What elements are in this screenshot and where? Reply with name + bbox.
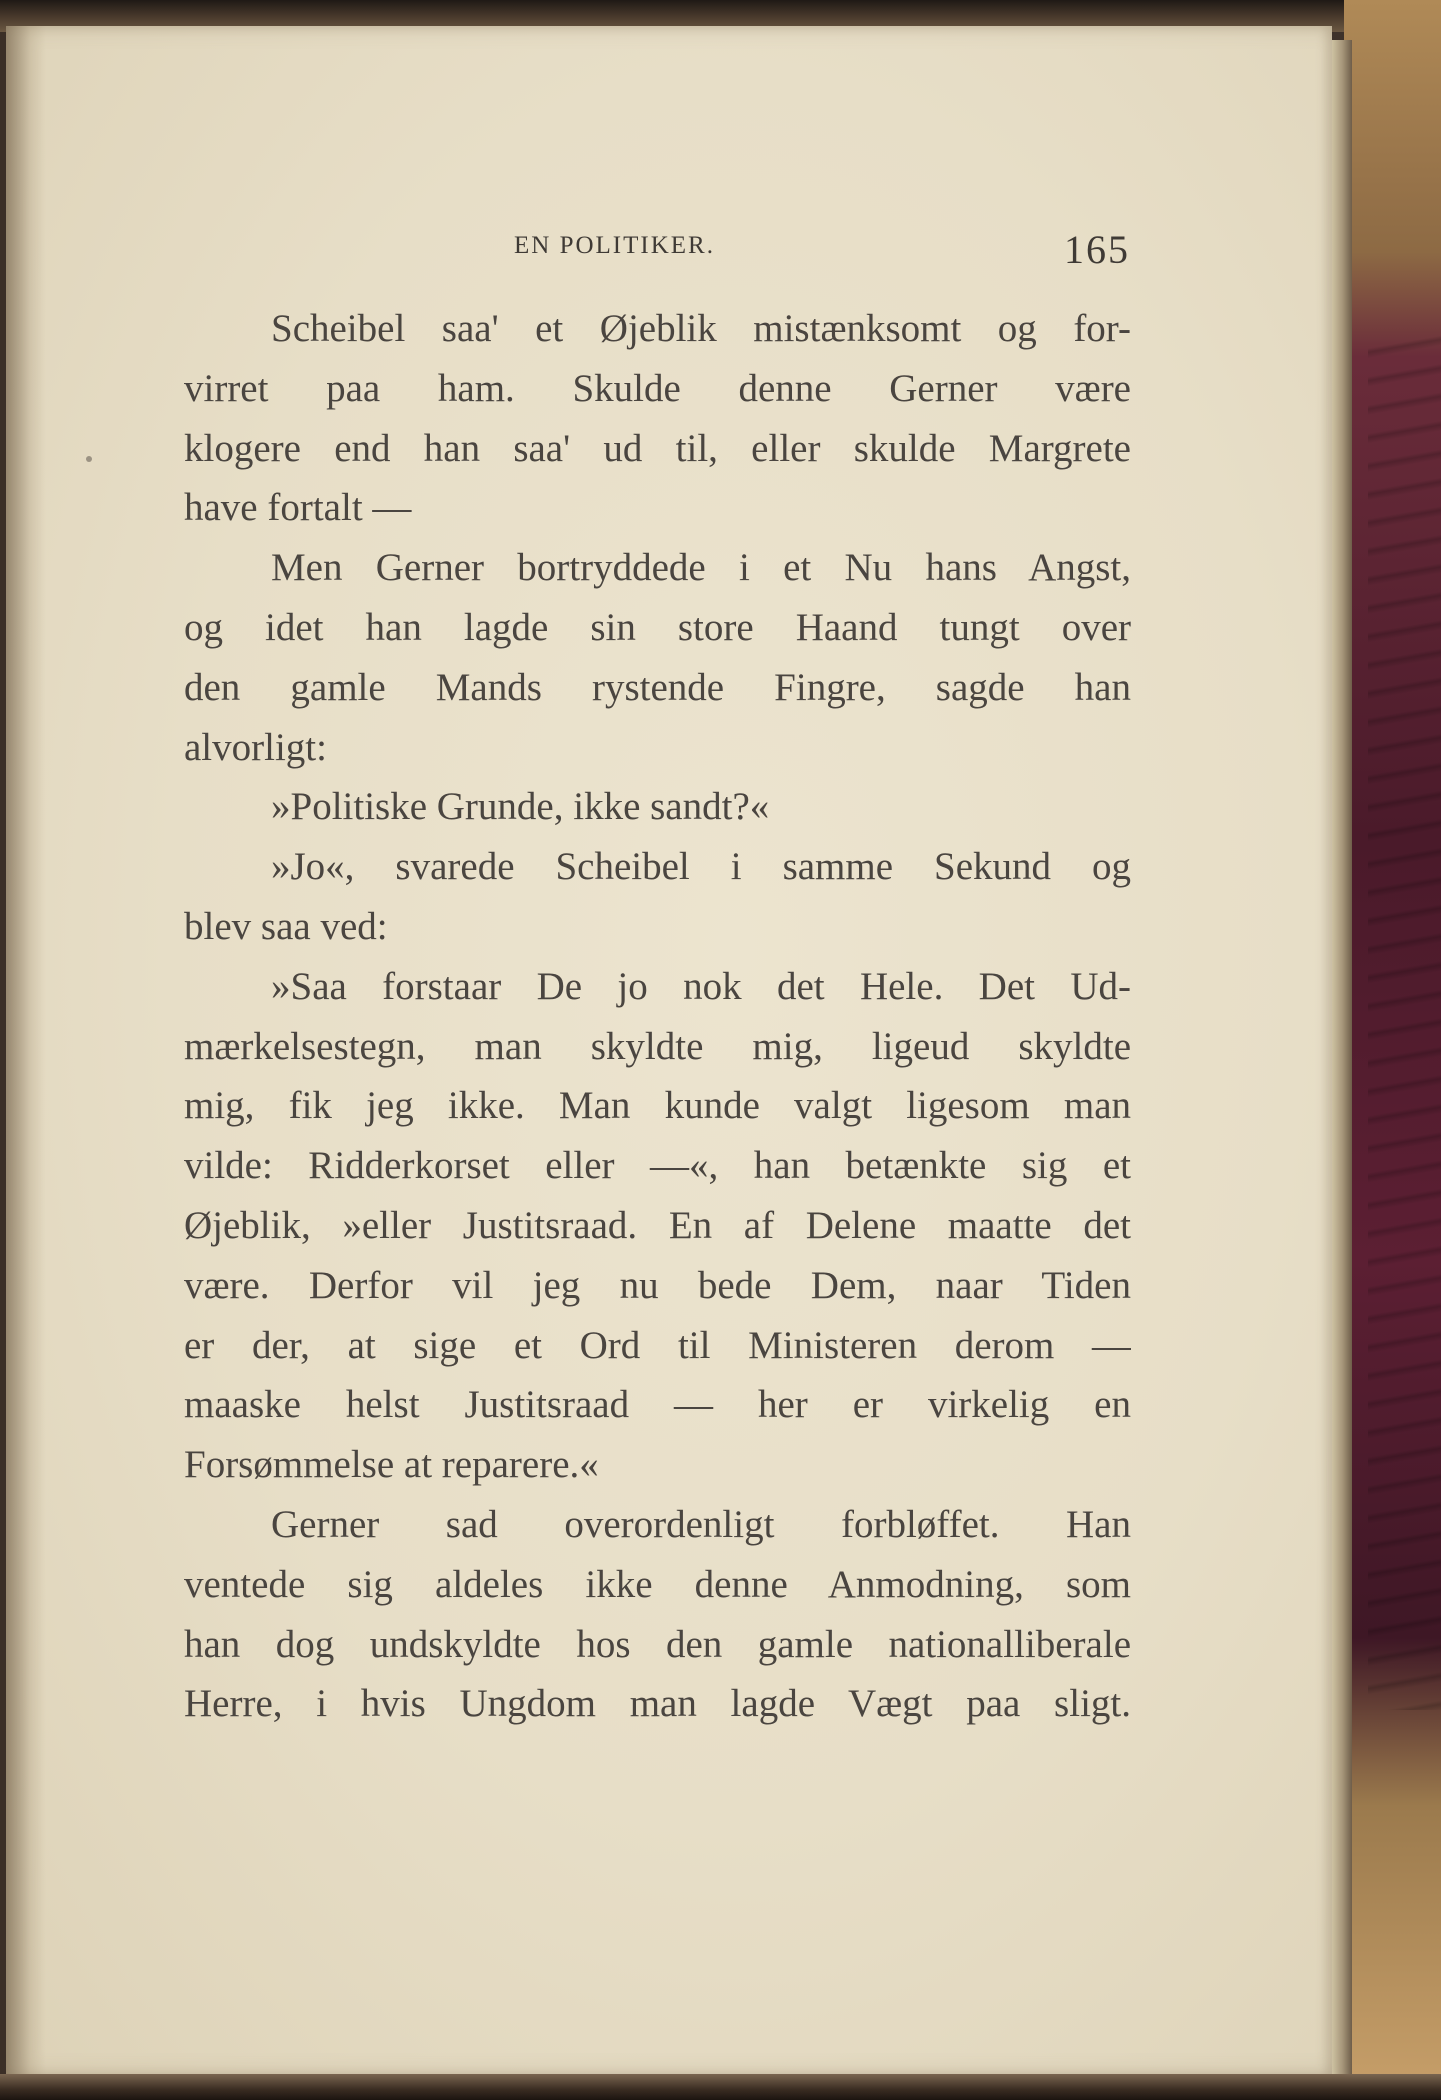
binding-bottom-edge (0, 2074, 1441, 2100)
body-text (184, 299, 1131, 1734)
text-line: blev saa ved: (184, 904, 388, 948)
text-line: »Politiske Grunde, ikke sandt?« (271, 785, 770, 829)
page-number: 165 (1064, 227, 1130, 272)
text-line: være. Derfor vil jeg nu bede Dem, naar Tiden (184, 1263, 1131, 1307)
text-line: alvorligt: (184, 725, 327, 769)
text-line: den gamle Mands rystende Fingre, sagde han (184, 665, 1131, 709)
text-line: ventede sig aldeles ikke denne Anmodning, som (184, 1562, 1131, 1606)
text-line: han dog undskyldte hos den gamle nationalliberale (184, 1622, 1131, 1666)
text-line: Men Gerner bortryddede i et Nu hans Angst, (271, 546, 1131, 590)
running-head (177, 226, 1130, 276)
gutter-shadow (6, 26, 46, 2076)
text-line: mig, fik jeg ikke. Man kunde valgt ligesom man (184, 1084, 1131, 1128)
text-line: have fortalt — (184, 486, 412, 530)
text-line: »Saa forstaar De jo nok det Hele. Det Ud- (271, 964, 1131, 1008)
text-line: virret paa ham. Skulde denne Gerner være (184, 366, 1131, 410)
text-line: er der, at sige et Ord til Ministeren derom — (184, 1323, 1131, 1367)
text-line: »Jo«, svarede Scheibel i samme Sekund og (271, 845, 1131, 889)
text-line: Gerner sad overordenligt forbløffet. Han (271, 1502, 1131, 1546)
text-line: Forsømmelse at reparere.« (184, 1443, 599, 1487)
text-line: og idet han lagde sin store Haand tungt over (184, 605, 1131, 649)
running-title: EN POLITIKER. (514, 232, 715, 259)
ink-speck (86, 456, 92, 462)
text-line: vilde: Ridderkorset eller —«, han betænkte sig et (184, 1144, 1131, 1188)
text-line: Scheibel saa' et Øjeblik mistænksomt og for- (271, 307, 1131, 350)
text-line: Herre, i hvis Ungdom man lagde Vægt paa sligt. (184, 1682, 1131, 1726)
text-line: Øjeblik, »eller Justitsraad. En af Delene maatte det (184, 1203, 1131, 1247)
cover-texture (1368, 330, 1441, 1710)
text-line: mærkelsestegn, man skyldte mig, ligeud skyldte (184, 1024, 1131, 1068)
text-line: maaske helst Justitsraad — her er virkelig en (184, 1383, 1131, 1427)
text-line: klogere end han saa' ud til, eller skulde Margrete (184, 426, 1131, 470)
